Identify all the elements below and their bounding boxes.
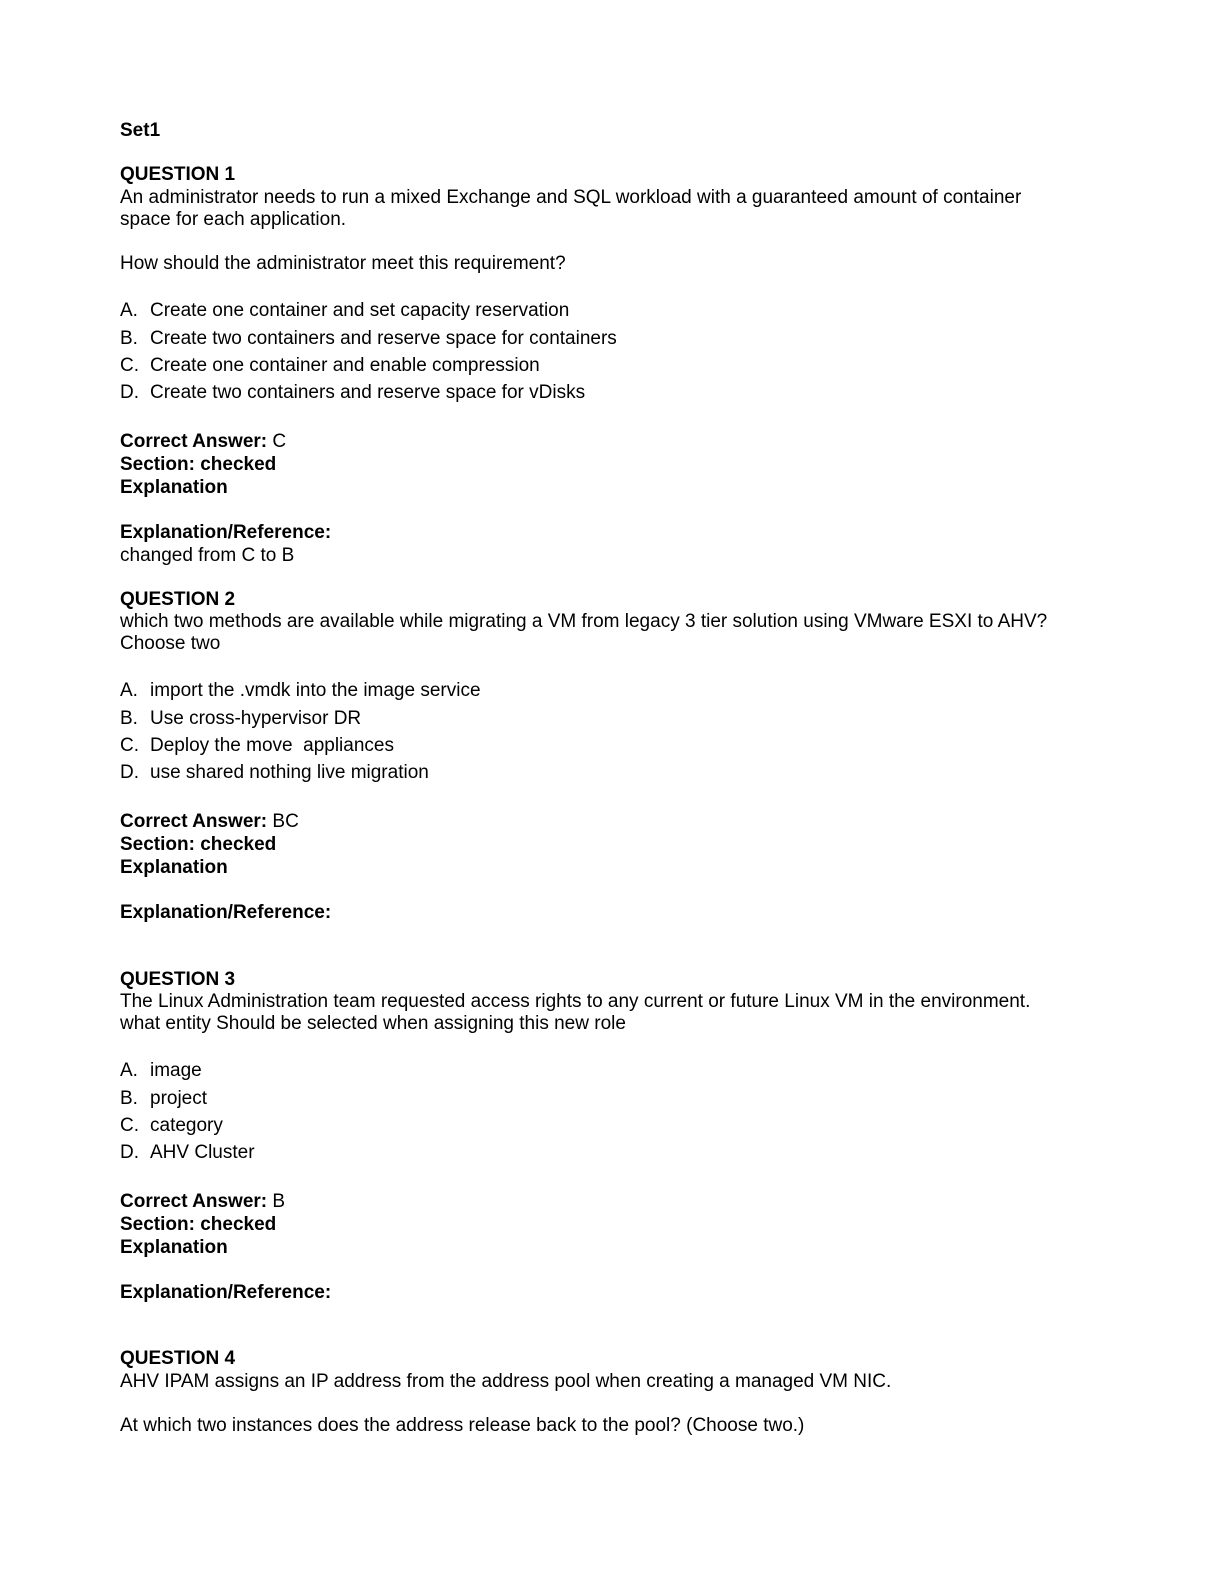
question-1-text-line1: An administrator needs to run a mixed Exchange and SQL workload with a guaranteed amount of container bbox=[120, 187, 1022, 208]
question-3-reference-label: Explanation/Reference: bbox=[120, 1282, 332, 1303]
option-text: Create two containers and reserve space for containers bbox=[150, 328, 617, 349]
question-2-option-b bbox=[120, 708, 361, 730]
question-3-section: Section: checked bbox=[120, 1214, 277, 1235]
option-letter: A. bbox=[120, 300, 138, 321]
option-letter: B. bbox=[120, 1088, 138, 1109]
question-3-heading: QUESTION 3 bbox=[120, 969, 236, 990]
question-3-option-a bbox=[120, 1060, 202, 1082]
question-3-explanation: Explanation bbox=[120, 1237, 228, 1258]
option-text: image bbox=[150, 1060, 202, 1081]
option-letter: A. bbox=[120, 680, 138, 701]
question-4-prompt: At which two instances does the address release back to the pool? (Choose two.) bbox=[120, 1415, 805, 1436]
set-title: Set1 bbox=[120, 120, 161, 141]
question-1-reference-label: Explanation/Reference: bbox=[120, 522, 332, 543]
answer-label: Correct Answer: bbox=[120, 431, 268, 452]
question-1-correct-answer bbox=[120, 431, 286, 453]
question-1-section: Section: checked bbox=[120, 454, 277, 475]
option-text: Use cross-hypervisor DR bbox=[150, 708, 362, 729]
answer-label: Correct Answer: bbox=[120, 1191, 268, 1212]
question-2-heading: QUESTION 2 bbox=[120, 589, 236, 610]
question-1-explanation: Explanation bbox=[120, 477, 228, 498]
question-1-option-c bbox=[120, 355, 540, 377]
option-text: import the .vmdk into the image service bbox=[150, 680, 481, 701]
option-letter: B. bbox=[120, 708, 138, 729]
option-text: AHV Cluster bbox=[150, 1142, 255, 1163]
question-2-option-c bbox=[120, 735, 394, 757]
question-4-heading: QUESTION 4 bbox=[120, 1348, 236, 1369]
option-text: Create two containers and reserve space for vDisks bbox=[150, 382, 586, 403]
question-2-option-d bbox=[120, 762, 429, 784]
question-3-text-line1: The Linux Administration team requested access rights to any current or future Linux VM in the environment. bbox=[120, 991, 1031, 1012]
option-letter: D. bbox=[120, 762, 139, 783]
answer-value: B bbox=[272, 1191, 286, 1212]
option-text: project bbox=[150, 1088, 208, 1109]
answer-value: C bbox=[272, 431, 287, 452]
question-3-option-b bbox=[120, 1088, 207, 1110]
question-1-prompt: How should the administrator meet this requirement? bbox=[120, 253, 566, 274]
option-letter: D. bbox=[120, 382, 139, 403]
question-1-option-a bbox=[120, 300, 569, 322]
question-3-text-line2: what entity Should be selected when assigning this new role bbox=[120, 1013, 626, 1034]
answer-value: BC bbox=[272, 811, 299, 832]
question-1-text-line2: space for each application. bbox=[120, 209, 347, 230]
question-1-heading: QUESTION 1 bbox=[120, 164, 236, 185]
option-text: Create one container and enable compression bbox=[150, 355, 540, 376]
option-letter: B. bbox=[120, 328, 138, 349]
answer-label: Correct Answer: bbox=[120, 811, 268, 832]
option-letter: A. bbox=[120, 1060, 138, 1081]
option-letter: C. bbox=[120, 355, 139, 376]
question-3-correct-answer bbox=[120, 1191, 285, 1213]
question-2-section: Section: checked bbox=[120, 834, 277, 855]
question-2-correct-answer bbox=[120, 811, 299, 833]
question-3-option-d bbox=[120, 1142, 255, 1164]
option-text: Create one container and set capacity reservation bbox=[150, 300, 570, 321]
question-3-option-c bbox=[120, 1115, 223, 1137]
option-letter: D. bbox=[120, 1142, 139, 1163]
question-1-option-b bbox=[120, 328, 617, 350]
question-4-text-line1: AHV IPAM assigns an IP address from the address pool when creating a managed VM NIC. bbox=[120, 1371, 892, 1392]
question-2-text-line2: Choose two bbox=[120, 633, 221, 654]
option-letter: C. bbox=[120, 735, 139, 756]
question-2-explanation: Explanation bbox=[120, 857, 228, 878]
question-2-text-line1: which two methods are available while migrating a VM from legacy 3 tier solution using VMware ESXI to AHV? bbox=[120, 611, 1048, 632]
option-text: Deploy the move appliances bbox=[150, 735, 394, 756]
question-2-option-a bbox=[120, 680, 481, 702]
question-1-option-d bbox=[120, 382, 585, 404]
question-1-reference-text: changed from C to B bbox=[120, 545, 295, 566]
option-text: category bbox=[150, 1115, 223, 1136]
option-text: use shared nothing live migration bbox=[150, 762, 429, 783]
option-letter: C. bbox=[120, 1115, 139, 1136]
question-2-reference-label: Explanation/Reference: bbox=[120, 902, 332, 923]
